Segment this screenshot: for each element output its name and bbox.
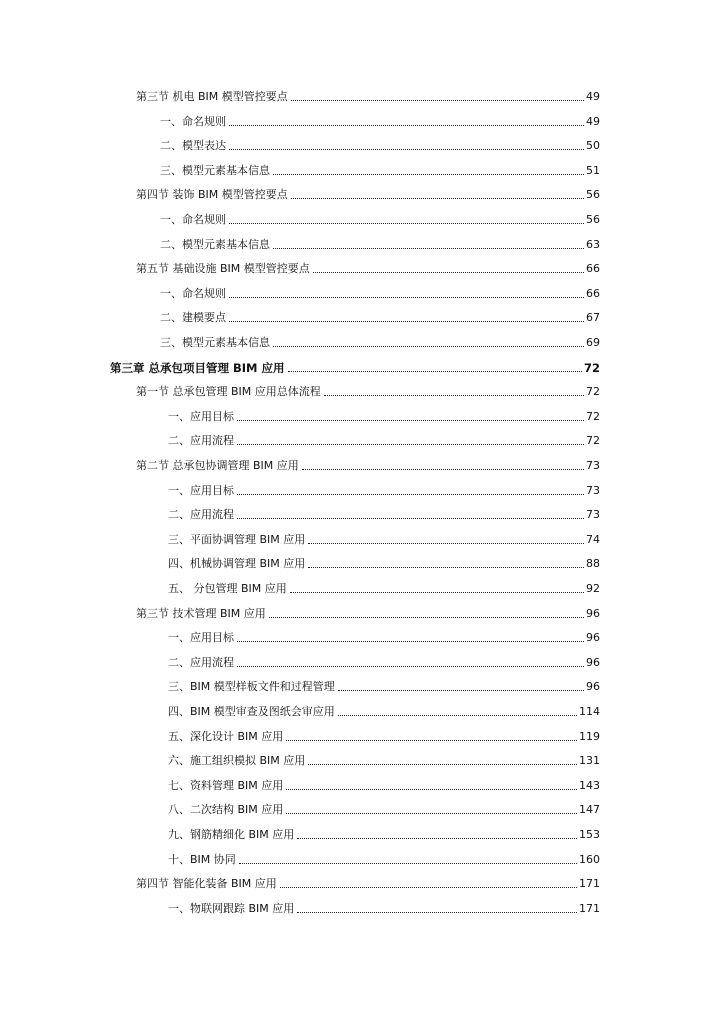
toc-entry-page: 73 bbox=[586, 459, 600, 472]
toc-entry-page: 171 bbox=[579, 901, 600, 915]
toc-entry[interactable] bbox=[160, 209, 600, 227]
toc-entry-page: 114 bbox=[579, 705, 600, 718]
toc-entry-label: 六、施工组织模拟 BIM 应用 bbox=[168, 754, 306, 768]
dot-leader bbox=[338, 714, 577, 716]
dot-leader bbox=[269, 616, 584, 618]
toc-entry-label: 一、物联网跟踪 BIM 应用 bbox=[168, 901, 295, 915]
toc-entry[interactable] bbox=[168, 480, 600, 498]
toc-entry-page: 56 bbox=[586, 188, 600, 202]
dot-leader bbox=[229, 124, 584, 126]
toc-entry-label: 三、模型元素基本信息 bbox=[160, 336, 270, 349]
dot-leader bbox=[237, 665, 584, 667]
toc-entry[interactable] bbox=[136, 381, 600, 399]
toc-entry[interactable] bbox=[168, 701, 600, 719]
dot-leader bbox=[308, 763, 577, 765]
dot-leader bbox=[291, 197, 584, 199]
dot-leader bbox=[229, 222, 584, 224]
dot-leader bbox=[290, 591, 584, 593]
dot-leader bbox=[237, 443, 584, 445]
dot-leader bbox=[237, 517, 584, 519]
toc-entry[interactable] bbox=[168, 504, 600, 522]
toc-entry-label: 四、BIM 模型审查及图纸会审应用 bbox=[168, 705, 335, 718]
toc-entry-page: 72 bbox=[583, 360, 600, 375]
toc-entry-label: 第四节 智能化装备 BIM 应用 bbox=[136, 877, 277, 891]
toc-entry-page: 73 bbox=[586, 508, 600, 522]
toc-entry-page: 88 bbox=[586, 557, 600, 571]
toc-entry-page: 96 bbox=[586, 655, 600, 669]
toc-entry-page: 73 bbox=[586, 483, 600, 497]
toc-entry[interactable] bbox=[168, 578, 600, 596]
toc-entry[interactable] bbox=[136, 184, 600, 202]
toc-entry[interactable] bbox=[160, 160, 600, 178]
toc-entry-label: 第一节 总承包管理 BIM 应用总体流程 bbox=[136, 385, 321, 399]
dot-leader bbox=[273, 247, 584, 249]
toc-entry-label: 第四节 装饰 BIM 模型管控要点 bbox=[136, 188, 288, 202]
toc-entry[interactable] bbox=[160, 283, 600, 301]
toc-entry-page: 72 bbox=[586, 385, 600, 399]
dot-leader bbox=[273, 345, 584, 347]
toc-entry-label: 第三章 总承包项目管理 BIM 应用 bbox=[110, 360, 285, 375]
toc-entry-page: 49 bbox=[586, 90, 600, 103]
toc-entry[interactable] bbox=[160, 332, 600, 350]
toc-entry[interactable] bbox=[160, 307, 600, 325]
toc-entry-page: 67 bbox=[586, 311, 600, 325]
dot-leader bbox=[280, 886, 577, 888]
toc-entry-label: 第五节 基础设施 BIM 模型管控要点 bbox=[136, 262, 310, 276]
toc-entry[interactable] bbox=[136, 873, 600, 891]
toc-entry-label: 一、应用目标 bbox=[168, 483, 234, 497]
dot-leader bbox=[302, 468, 584, 470]
toc-entry[interactable] bbox=[168, 799, 600, 817]
toc-entry-label: 四、机械协调管理 BIM 应用 bbox=[168, 557, 306, 571]
toc-entry-label: 二、应用流程 bbox=[168, 508, 234, 522]
toc-entry-label: 第三节 机电 BIM 模型管控要点 bbox=[136, 90, 288, 103]
dot-leader bbox=[313, 271, 584, 273]
toc-entry[interactable] bbox=[168, 898, 600, 916]
dot-leader bbox=[286, 739, 577, 741]
dot-leader bbox=[237, 640, 584, 642]
dot-leader bbox=[308, 566, 584, 568]
toc-entry-page: 153 bbox=[579, 828, 600, 841]
toc-entry-page: 72 bbox=[586, 409, 600, 423]
toc-entry-label: 十、BIM 协同 bbox=[168, 852, 236, 866]
toc-entry-label: 八、二次结构 BIM 应用 bbox=[168, 803, 284, 817]
toc-entry-label: 五、深化设计 BIM 应用 bbox=[168, 729, 284, 743]
dot-leader bbox=[229, 320, 584, 322]
dot-leader bbox=[239, 862, 577, 864]
toc-entry-label: 二、应用流程 bbox=[168, 434, 234, 448]
toc-entry-page: 171 bbox=[579, 877, 600, 891]
toc-entry[interactable] bbox=[136, 258, 600, 276]
dot-leader bbox=[308, 542, 584, 544]
toc-entry[interactable] bbox=[168, 676, 600, 694]
toc-entry-label: 五、 分包管理 BIM 应用 bbox=[168, 582, 287, 595]
toc-entry-page: 56 bbox=[586, 213, 600, 226]
toc-entry-label: 三、模型元素基本信息 bbox=[160, 163, 270, 177]
toc-entry-label: 三、BIM 模型样板文件和过程管理 bbox=[168, 680, 335, 694]
dot-leader bbox=[286, 788, 577, 790]
toc-entry[interactable] bbox=[160, 234, 600, 252]
toc-entry-page: 143 bbox=[579, 778, 600, 792]
toc-entry-label: 第三节 技术管理 BIM 应用 bbox=[136, 606, 266, 620]
toc-entry-page: 74 bbox=[586, 532, 600, 546]
toc-entry[interactable] bbox=[168, 529, 600, 547]
dot-leader bbox=[291, 99, 584, 101]
toc-entry-page: 147 bbox=[579, 803, 600, 817]
toc-entry-label: 一、命名规则 bbox=[160, 213, 226, 226]
toc-entry-label: 一、命名规则 bbox=[160, 114, 226, 128]
toc-entry[interactable] bbox=[168, 726, 600, 744]
toc-entry[interactable] bbox=[136, 455, 600, 473]
dot-leader bbox=[286, 812, 577, 814]
toc-entry-label: 三、平面协调管理 BIM 应用 bbox=[168, 532, 306, 546]
toc-entry-page: 66 bbox=[586, 262, 600, 276]
toc-entry[interactable] bbox=[168, 627, 600, 645]
toc-entry-page: 160 bbox=[579, 852, 600, 866]
toc-entry-page: 50 bbox=[586, 139, 600, 153]
toc-entry-page: 96 bbox=[586, 680, 600, 694]
toc-entry-label: 第二节 总承包协调管理 BIM 应用 bbox=[136, 459, 299, 472]
toc-entry[interactable] bbox=[168, 652, 600, 670]
toc-entry[interactable] bbox=[160, 111, 600, 129]
toc-entry[interactable] bbox=[168, 750, 600, 768]
toc-entry-label: 二、应用流程 bbox=[168, 655, 234, 669]
toc-entry[interactable] bbox=[168, 553, 600, 571]
toc-entry-page: 119 bbox=[579, 729, 600, 743]
dot-leader bbox=[338, 689, 584, 691]
toc-entry-label: 二、模型表达 bbox=[160, 139, 226, 153]
dot-leader bbox=[229, 296, 584, 298]
toc-entry[interactable] bbox=[160, 135, 600, 153]
toc-entry[interactable] bbox=[168, 849, 600, 867]
dot-leader bbox=[237, 419, 584, 421]
toc-entry[interactable] bbox=[168, 775, 600, 793]
toc-entry-label: 一、应用目标 bbox=[168, 631, 234, 645]
toc-entry[interactable] bbox=[168, 406, 600, 424]
toc-entry-page: 131 bbox=[579, 754, 600, 768]
toc-entry-page: 49 bbox=[586, 114, 600, 128]
toc-entry-label: 九、钢筋精细化 BIM 应用 bbox=[168, 828, 295, 841]
dot-leader bbox=[288, 370, 582, 372]
dot-leader bbox=[324, 394, 584, 396]
toc-entry[interactable] bbox=[168, 824, 600, 842]
dot-leader bbox=[229, 148, 584, 150]
dot-leader bbox=[237, 493, 584, 495]
toc-entry-page: 66 bbox=[586, 286, 600, 300]
toc-entry[interactable] bbox=[110, 357, 600, 375]
toc-entry-label: 一、应用目标 bbox=[168, 409, 234, 423]
toc-entry[interactable] bbox=[168, 430, 600, 448]
dot-leader bbox=[297, 911, 577, 913]
toc-entry[interactable] bbox=[136, 86, 600, 104]
toc-entry-page: 51 bbox=[586, 163, 600, 177]
toc-entry-label: 一、命名规则 bbox=[160, 286, 226, 300]
toc-entry-label: 七、资料管理 BIM 应用 bbox=[168, 778, 284, 792]
dot-leader bbox=[297, 837, 577, 839]
dot-leader bbox=[273, 173, 584, 175]
toc-entry-page: 63 bbox=[586, 237, 600, 251]
toc-entry-label: 二、模型元素基本信息 bbox=[160, 237, 270, 251]
toc-entry-label: 二、建模要点 bbox=[160, 311, 226, 325]
toc-entry-page: 96 bbox=[586, 606, 600, 620]
toc-entry-page: 69 bbox=[586, 336, 600, 349]
toc-entry-page: 96 bbox=[586, 631, 600, 645]
toc-entry[interactable] bbox=[136, 603, 600, 621]
toc-entry-page: 92 bbox=[586, 582, 600, 595]
toc-entry-page: 72 bbox=[586, 434, 600, 448]
